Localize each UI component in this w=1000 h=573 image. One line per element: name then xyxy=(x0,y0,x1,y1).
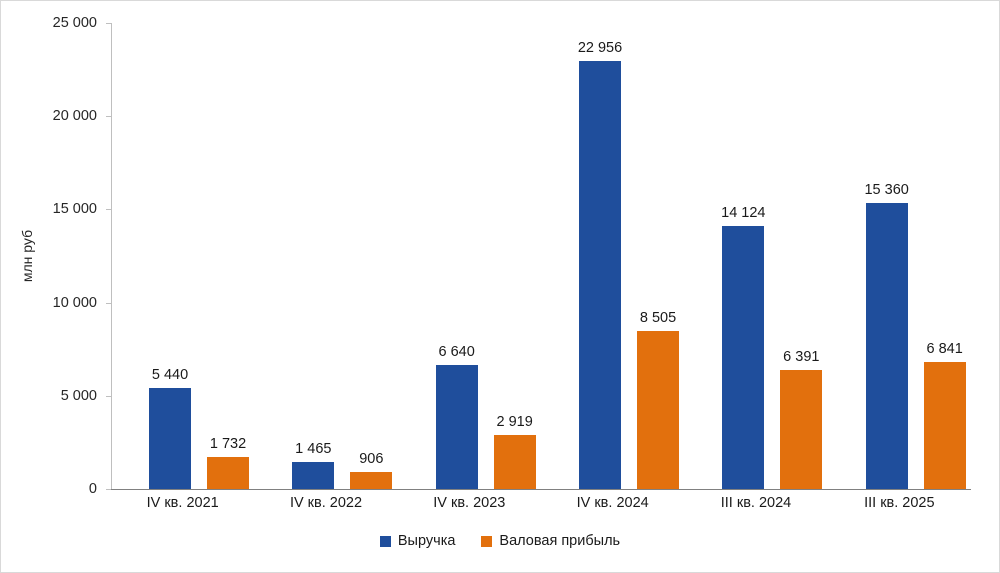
legend-swatch-icon xyxy=(481,536,492,547)
legend-label-revenue: Выручка xyxy=(397,533,456,549)
legend-swatch-icon xyxy=(380,536,391,547)
x-axis-label: III кв. 2024 xyxy=(720,495,792,511)
y-tick-label-2: 10 000 xyxy=(52,294,97,311)
bar-profit[interactable] xyxy=(637,309,679,490)
bar-group xyxy=(541,23,684,489)
bar-revenue[interactable] xyxy=(436,344,478,489)
legend-item-revenue[interactable] xyxy=(380,533,456,549)
x-axis-label: III кв. 2025 xyxy=(864,495,935,511)
y-tick-label-1: 5 000 xyxy=(60,387,97,404)
bar-value-revenue: 22 956 xyxy=(577,40,623,57)
bar-value-profit: 8 505 xyxy=(639,309,677,326)
y-tick-label-3: 15 000 xyxy=(52,201,97,218)
bar-value-profit: 1 732 xyxy=(209,435,247,452)
bar-revenue[interactable] xyxy=(721,204,766,489)
bar-profit[interactable] xyxy=(350,451,392,489)
bar-value-revenue: 14 124 xyxy=(721,204,766,221)
bar-profit[interactable] xyxy=(207,435,249,489)
bar-value-revenue: 1 465 xyxy=(295,440,332,457)
x-axis-line xyxy=(111,489,971,490)
y-tick-label-4: 20 000 xyxy=(52,108,97,125)
bar-group xyxy=(254,23,397,489)
x-axis-label: IV кв. 2022 xyxy=(289,495,363,511)
bar-revenue[interactable] xyxy=(577,40,623,489)
bar-group xyxy=(684,23,827,489)
bar-value-profit: 6 391 xyxy=(783,348,820,365)
bar-profit[interactable] xyxy=(780,348,822,489)
legend-item-profit[interactable] xyxy=(481,533,620,549)
bar-value-profit: 6 841 xyxy=(926,340,963,357)
bar-revenue[interactable] xyxy=(292,440,334,489)
bar-group xyxy=(398,23,541,489)
bar-revenue[interactable] xyxy=(864,181,909,489)
bar-group xyxy=(828,23,971,489)
legend xyxy=(1,533,999,549)
y-axis-title: млн руб xyxy=(19,229,35,283)
bar-value-revenue: 15 360 xyxy=(864,181,909,198)
bar-value-profit: 906 xyxy=(359,451,384,468)
bar-value-revenue: 6 640 xyxy=(438,344,475,361)
bar-revenue[interactable] xyxy=(149,366,191,489)
y-tick-label-0: 0 xyxy=(88,481,97,497)
plot-area xyxy=(52,15,971,497)
bar-group xyxy=(111,23,254,489)
bar-value-revenue: 5 440 xyxy=(151,366,189,383)
y-tick-label-5: 25 000 xyxy=(52,15,97,31)
x-axis-label: IV кв. 2024 xyxy=(576,495,649,511)
y-tick-0 xyxy=(88,481,111,497)
legend-label-profit: Валовая прибыль xyxy=(499,533,621,549)
x-axis-label: IV кв. 2021 xyxy=(146,495,219,511)
bar-value-profit: 2 919 xyxy=(496,413,533,430)
bar-profit[interactable] xyxy=(494,413,536,489)
bar-profit[interactable] xyxy=(924,340,966,490)
x-axis-label: IV кв. 2023 xyxy=(433,495,506,511)
